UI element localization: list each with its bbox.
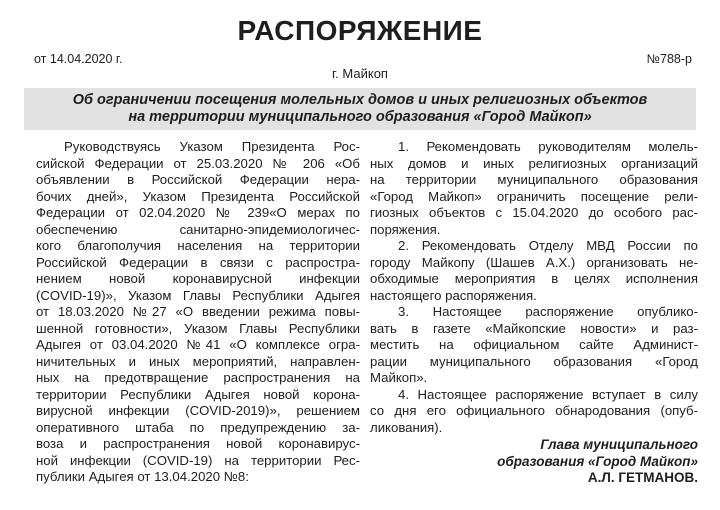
text-line: ных домов и иных религиозных организаций	[370, 155, 698, 171]
text-line: 2. Рекомендовать Отделу МВД России по	[398, 238, 698, 253]
text-line: обеспечению санитарно-эпидемиологичес-	[36, 221, 360, 237]
text-line: на территории муниципального образования	[370, 172, 698, 187]
text-line: ных на предотвращение распространения на	[36, 370, 360, 385]
text-line: от 18.03.2020 №27 «О введении режима повы-	[36, 304, 360, 319]
left-column-text	[36, 139, 360, 486]
text-line: гиозных объектов с 15.04.2020 до особого рас-	[370, 205, 698, 220]
text-line: воза и распространения новой коронавирус-	[36, 436, 360, 451]
text-line: 1. Рекомендовать руководителям молель-	[398, 139, 698, 154]
text-line: со дня его официального обнародования (опуб-	[370, 403, 698, 418]
text-line: городу Майкопу (Шашев А.Х.) организовать не-	[370, 254, 698, 270]
signatory-name: А.Л. ГЕТМАНОВ.	[587, 470, 698, 485]
text-line: «Город Майкоп» ограничить посещение рели-	[370, 188, 698, 204]
text-line: кого благополучия населения на территории	[36, 238, 360, 253]
preamble-paragraph	[36, 139, 360, 486]
text-line: обходимые мероприятия в целях исполнения	[370, 271, 698, 286]
text-line: Майкоп».	[370, 370, 428, 385]
text-line: шенной готовности», Указом Главы Республики	[36, 320, 360, 336]
text-line: бочих дней», Указом Президента Российской	[36, 188, 360, 204]
subject-heading	[24, 88, 696, 130]
document-number: №788-р	[646, 52, 692, 66]
text-line: ничительных и иных мероприятий, направлен-	[36, 353, 360, 369]
subject-line-1: Об ограничении посещения молельных домов и иных религиозных объектов	[72, 92, 648, 108]
signature-block	[370, 437, 698, 487]
text-line: объявлении в Российской Федерации нера-	[36, 172, 360, 187]
signature-title-line-2: образования «Город Майкоп»	[497, 453, 698, 469]
text-line: нением новой коронавирусной инфекции	[36, 271, 360, 286]
text-line: 3. Настоящее распоряжение опублико-	[398, 304, 698, 319]
text-line: Федерации от 02.04.2020 № 239«О мерах по	[36, 205, 360, 220]
signature-title-line-1: Глава муниципального	[540, 437, 698, 452]
text-line: Адыгея от 03.04.2020 №41 «О комплексе огра-	[36, 337, 360, 352]
text-line: поряжения.	[370, 221, 441, 237]
right-column-text	[370, 139, 698, 436]
text-line: настоящего распоряжения.	[370, 287, 537, 303]
document-title: РАСПОРЯЖЕНИЕ	[237, 15, 483, 46]
clause-paragraph-4	[370, 387, 698, 437]
clause-paragraph-1	[370, 139, 698, 238]
text-line: 4. Настоящее распоряжение вступает в силу	[398, 386, 698, 402]
text-line: сийской Федерации от 25.03.2020 № 206 «Об	[36, 155, 360, 171]
clause-paragraph-3	[370, 304, 698, 387]
document-date: от 14.04.2020 г.	[34, 52, 123, 66]
clause-paragraph-2	[370, 238, 698, 304]
text-line: местить на официальном сайте Админист-	[370, 337, 698, 352]
subject-line-2: на территории муниципального образования «Город Майкоп»	[128, 109, 592, 125]
text-line: Российской Федерации в связи с распростра-	[36, 254, 360, 270]
text-line: территории Республики Адыгея новой корона-	[36, 386, 360, 402]
text-line: (COVID-19)», Указом Главы Республики Адыгея	[36, 287, 360, 303]
text-line: публики Адыгея от 13.04.2020 №8:	[36, 469, 249, 484]
text-line: ной инфекции (COVID-19) на территории Рес-	[36, 452, 360, 468]
text-line: рации муниципального образования «Город	[370, 353, 698, 369]
text-line: вирусной инфекции (COVID-2019)», решением	[36, 403, 360, 418]
text-line: вать в газете «Майкопские новости» и раз-	[370, 320, 698, 336]
text-line: Руководствуясь Указом Президента Рос-	[64, 139, 360, 154]
text-line: ликования).	[370, 419, 443, 435]
text-line: оперативного штаба по предупреждению за-	[36, 419, 360, 435]
document-city: г. Майкоп	[332, 66, 388, 81]
